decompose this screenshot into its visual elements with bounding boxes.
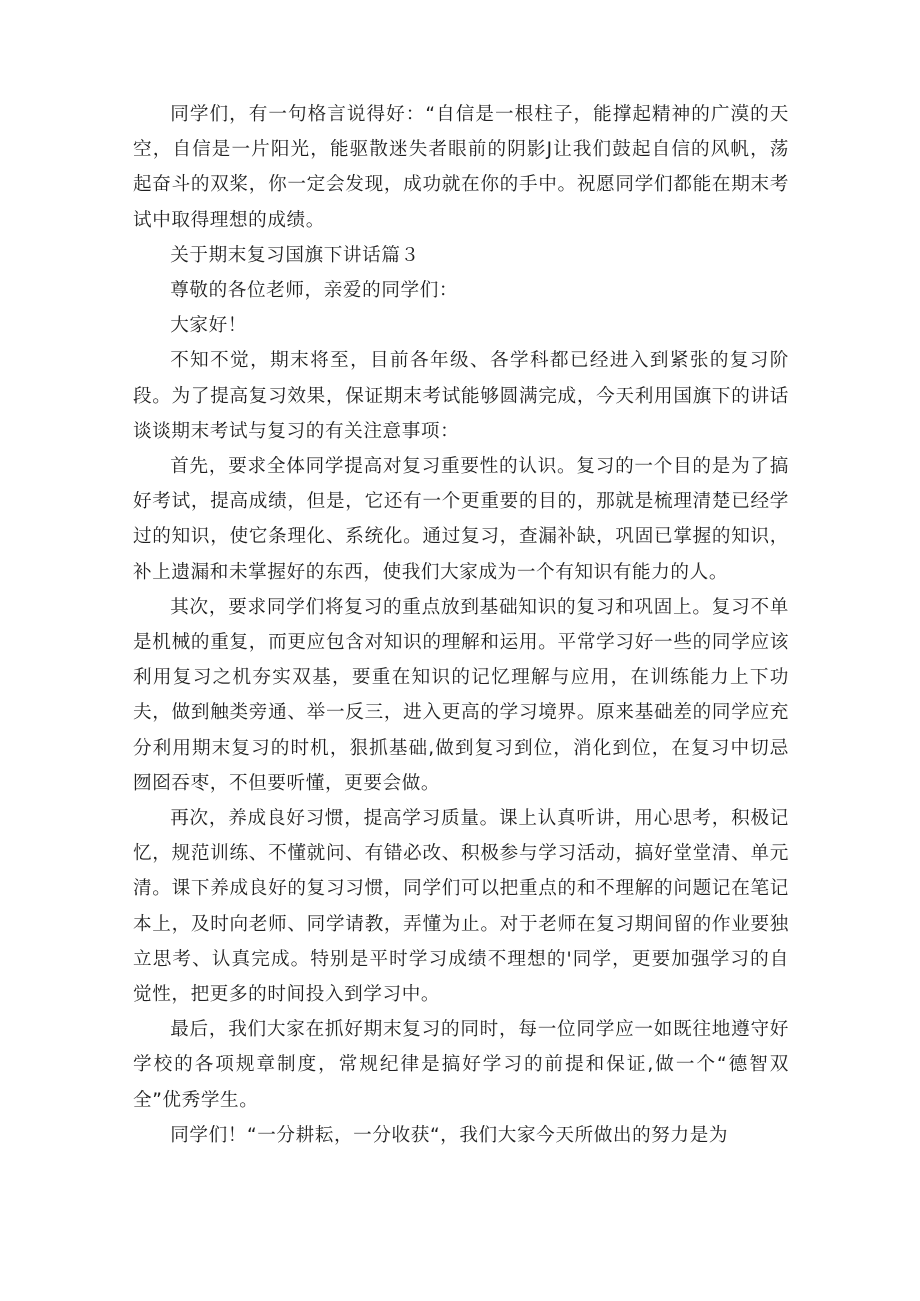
paragraph-intro: 不知不觉，期末将至，目前各年级、各学科都已经进入到紧张的复习阶段。为了提高复习效果，保证期末考试能够圆满完成，今天利用国旗下的讲话谈谈期末考试与复习的有关注意事项： bbox=[133, 350, 789, 442]
salutation: 尊敬的各位老师，亲爱的同学们： bbox=[170, 280, 459, 302]
greeting: 大家好！ bbox=[170, 315, 247, 337]
paragraph-third-point: 再次，养成良好习惯，提高学习质量。课上认真听讲，用心思考，积极记忆，规范训练、不懂就问、有错必改、积极参与学习活动，搞好堂堂清、单元清。课下养成良好的复习习惯，同学们可以把重点的和不理解的问题记在笔记本上，及时向老师、同学请教，弄懂为止。对于老师在复习期间留的作业要独立思考、认真完成。特别是平时学习成绩不理想的'同学，更要加强学习的自觉性，把更多的时间投入到学习中。 bbox=[133, 808, 789, 1006]
paragraph-first-point: 首先，要求全体同学提高对复习重要性的认识。复习的一个目的是为了搞好考试，提高成绩，但是，它还有一个更重要的目的，那就是梳理清楚已经学过的知识，使它条理化、系统化。通过复习，查漏补缺，巩固已掌握的知识，补上遗漏和未掌握好的东西，使我们大家成为一个有知识有能力的人。 bbox=[133, 456, 789, 583]
paragraph-confidence-quote: 同学们，有一句格言说得好：“自信是一根柱子，能撑起精神的广漠的天空，自信是一片阳光，能驱散迷失者眼前的阴影J让我们鼓起自信的风帆，荡起奋斗的双桨，你一定会发现，成功就在你的手中。祝愿同学们都能在期末考试中取得理想的成绩。 bbox=[133, 104, 789, 231]
paragraph-second-point: 其次，要求同学们将复习的重点放到基础知识的复习和巩固上。复习不单是机械的重复，而更应包含对知识的理解和运用。平常学习好一些的同学应该利用复习之机夯实双基，要重在知识的记忆理解与应用，在训练能力上下功夫，做到触类旁通、举一反三，进入更高的学习境界。原来基础差的同学应充分利用期末复习的时机，狠抓基础,做到复习到位，消化到位，在复习中切忌囫囵吞枣，不但要听懂，更要会做。 bbox=[133, 596, 789, 794]
paragraph-final-point: 最后，我们大家在抓好期末复习的同时，每一位同学应一如既往地遵守好学校的各项规章制度，常规纪律是搞好学习的前提和保证,做一个“德智双全”优秀学生。 bbox=[133, 1019, 789, 1111]
paragraph-closing: 同学们！“一分耕耘，一分收获“，我们大家今天所做出的努力是为 bbox=[170, 1124, 729, 1146]
document-page bbox=[133, 97, 789, 1153]
section-heading: 关于期末复习国旗下讲话篇３ bbox=[170, 244, 420, 266]
